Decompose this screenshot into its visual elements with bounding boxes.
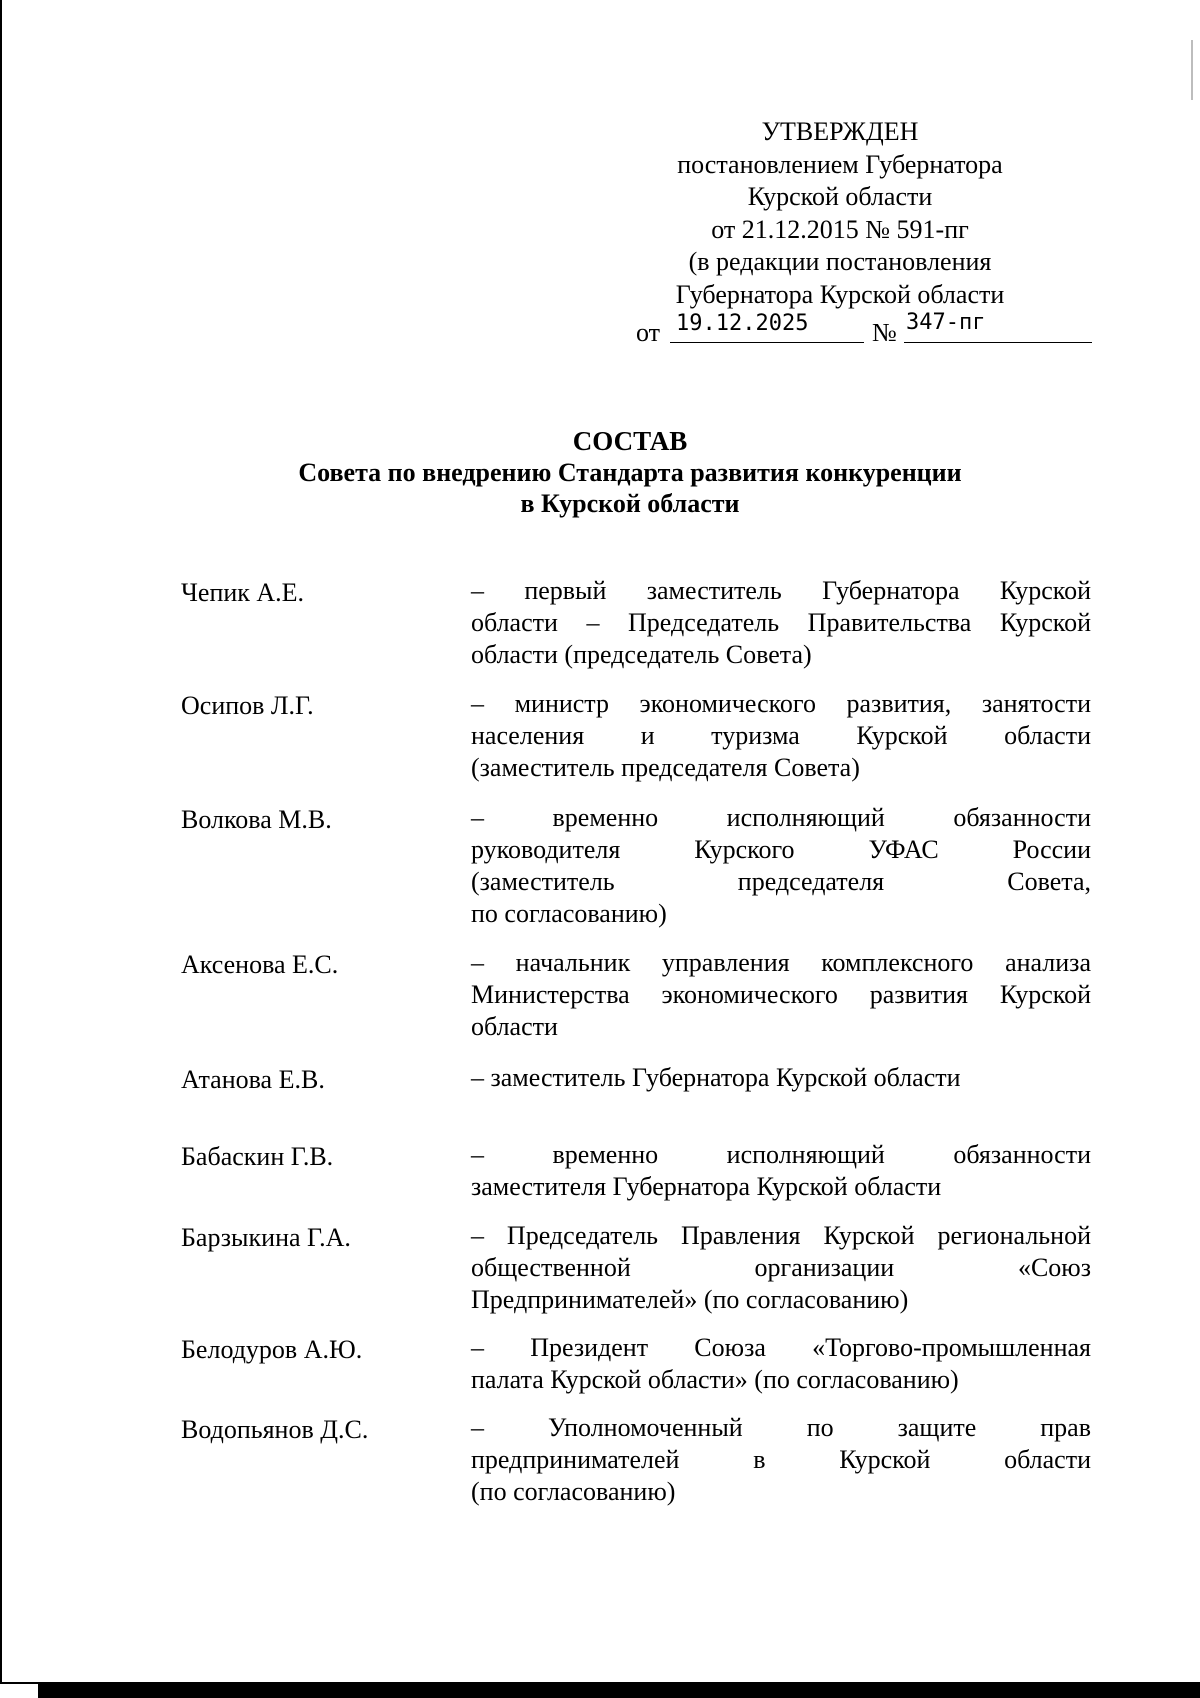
number-sign: № xyxy=(872,318,897,347)
role-line: (по согласованию) xyxy=(471,1477,676,1506)
role-line: Предпринимателей» (по согласованию) xyxy=(471,1285,909,1314)
role-line: Министерства экономического развития Курской xyxy=(471,980,1091,1009)
role-line: по согласованию) xyxy=(471,899,667,928)
approval-line: постановлением Губернатора xyxy=(677,149,1003,179)
role-line: общественной организации «Союз xyxy=(471,1253,1091,1282)
role-line: области – Председатель Правительства Курской xyxy=(471,608,1091,637)
role-line: предпринимателей в Курской области xyxy=(471,1445,1091,1474)
member-name: Белодуров А.Ю. xyxy=(181,1335,363,1364)
member-name: Бабаскин Г.В. xyxy=(181,1142,334,1171)
amendment-date: 19.12.2025 xyxy=(670,310,864,343)
role-line: – Председатель Правления Курской региональной xyxy=(471,1221,1091,1250)
approval-stamp xyxy=(630,116,1050,311)
role-line: области (председатель Совета) xyxy=(471,640,812,669)
member-name: Волкова М.В. xyxy=(181,805,332,834)
title-subtitle-line: Совета по внедрению Стандарта развития конкуренции xyxy=(298,458,962,487)
role-line: руководителя Курского УФАС России xyxy=(471,835,1091,864)
member-name: Водопьянов Д.С. xyxy=(181,1415,369,1444)
role-line: – министр экономического развития, занятости xyxy=(471,689,1091,718)
approval-line: Курской области xyxy=(747,182,933,211)
scan-edge-bottom-gap xyxy=(0,1684,38,1698)
member-role xyxy=(471,1062,1091,1094)
member-role xyxy=(471,1220,1091,1316)
member-role xyxy=(471,1332,1091,1396)
ot-label: от xyxy=(636,318,661,347)
document-title xyxy=(180,426,1080,519)
member-name: Осипов Л.Г. xyxy=(181,691,314,720)
approval-line: Губернатора Курской области xyxy=(675,279,1005,309)
approval-line: УТВЕРЖДЕН xyxy=(761,117,919,146)
role-line: (заместитель председателя Совета, xyxy=(471,867,1091,896)
amendment-reference xyxy=(636,310,1092,350)
title-subtitle-line: в Курской области xyxy=(520,489,740,518)
role-line: заместителя Губернатора Курской области xyxy=(471,1172,942,1201)
role-line: – временно исполняющий обязанности xyxy=(471,803,1091,832)
role-line: – Президент Союза «Торгово-промышленная xyxy=(471,1333,1091,1362)
scan-edge-bottom xyxy=(0,1682,1200,1698)
member-role xyxy=(471,1139,1091,1203)
role-line: области xyxy=(471,1012,558,1041)
member-name: Барзыкина Г.А. xyxy=(181,1223,351,1252)
member-role xyxy=(471,1412,1091,1508)
scan-edge-left xyxy=(0,0,2,1698)
title-heading: СОСТАВ xyxy=(572,426,688,456)
member-name: Аксенова Е.С. xyxy=(181,950,339,979)
role-line: населения и туризма Курской области xyxy=(471,721,1091,750)
role-line: (заместитель председателя Совета) xyxy=(471,753,860,782)
role-line: – заместитель Губернатора Курской области xyxy=(471,1063,961,1092)
member-role xyxy=(471,802,1091,930)
role-line: – первый заместитель Губернатора Курской xyxy=(471,576,1091,605)
member-role xyxy=(471,575,1091,671)
member-role xyxy=(471,947,1091,1043)
member-name: Атанова Е.В. xyxy=(181,1065,325,1094)
amendment-number: 347-пг xyxy=(904,310,1092,343)
role-line: – временно исполняющий обязанности xyxy=(471,1140,1091,1169)
role-line: – начальник управления комплексного анализа xyxy=(471,948,1091,977)
role-line: – Уполномоченный по защите прав xyxy=(471,1413,1091,1442)
scan-mark-right xyxy=(1191,40,1193,100)
member-name: Чепик А.Е. xyxy=(181,578,305,607)
approval-line: от 21.12.2015 № 591-пг xyxy=(711,214,969,244)
approval-line: (в редакции постановления xyxy=(688,247,992,276)
role-line: палата Курской области» (по согласованию) xyxy=(471,1365,959,1394)
member-role xyxy=(471,688,1091,784)
